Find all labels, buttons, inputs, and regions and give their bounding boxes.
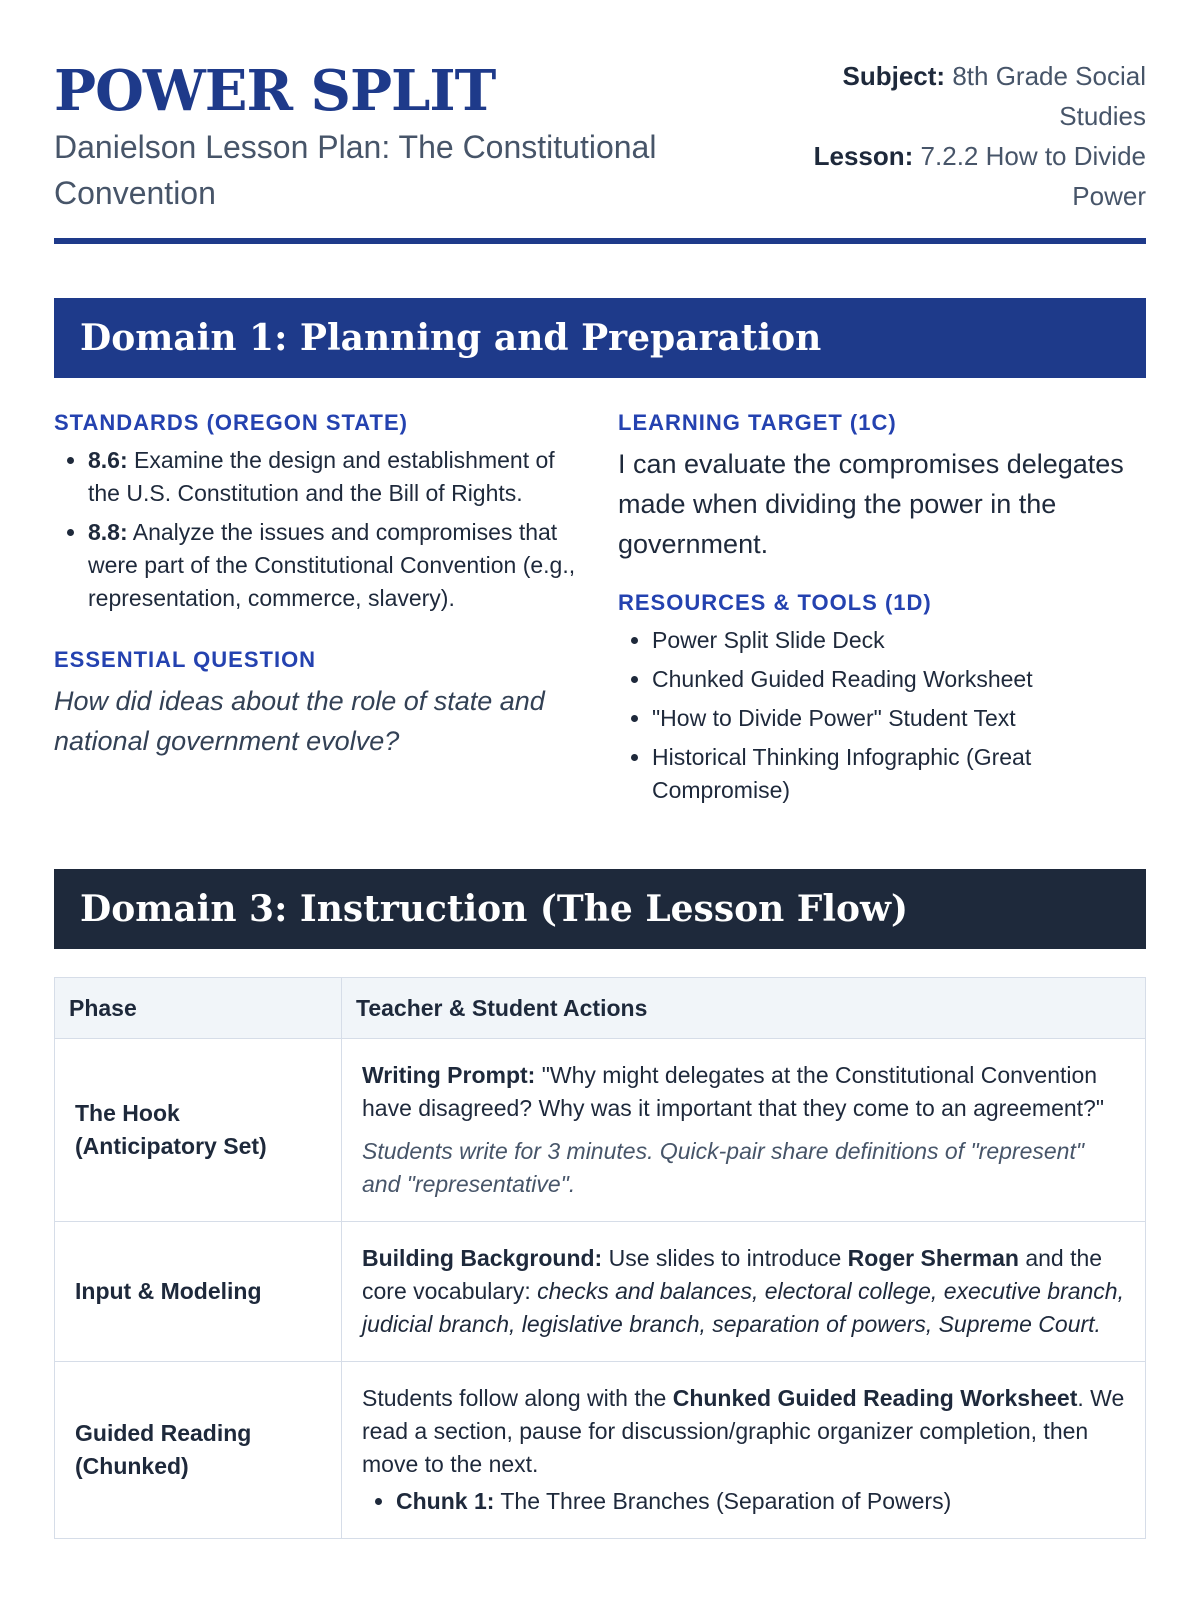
action-emphasis: Chunked Guided Reading Worksheet bbox=[672, 1385, 1078, 1411]
action-body: and the core vocabulary: bbox=[362, 1245, 1103, 1304]
standards-label: STANDARDS (OREGON STATE) bbox=[54, 410, 408, 435]
standard-code: 8.6: bbox=[88, 447, 128, 473]
subject-label: Subject: bbox=[842, 61, 946, 91]
vocabulary-terms: checks and balances, electoral college, executive branch, judicial branch, legislative branch, separation of powers, Supreme Court. bbox=[362, 1278, 1124, 1337]
action-cell bbox=[342, 1362, 1146, 1539]
action-body: "Why might delegates at the Constitutional Convention have disagreed? Why was it important that they come to an agreement?" bbox=[362, 1062, 1105, 1121]
standards-list bbox=[54, 444, 582, 615]
domain3-heading: Domain 3: Instruction (The Lesson Flow) bbox=[54, 869, 1146, 949]
essential-question-label: ESSENTIAL QUESTION bbox=[54, 647, 317, 672]
action-lead: Writing Prompt: bbox=[362, 1062, 536, 1088]
phase-cell: Guided Reading (Chunked) bbox=[55, 1362, 342, 1539]
learning-target-text: I can evaluate the compromises delegates made when dividing the power in the government. bbox=[618, 449, 1124, 559]
resource-item: • "How to Divide Power" Student Text bbox=[652, 702, 1146, 735]
lesson-meta bbox=[766, 56, 1146, 216]
column-header-phase: Phase bbox=[55, 978, 342, 1039]
standard-item bbox=[88, 444, 582, 510]
lesson-label: Lesson: bbox=[813, 141, 914, 171]
action-emphasis: Roger Sherman bbox=[847, 1245, 1019, 1271]
resources-list bbox=[618, 624, 1146, 807]
resources-label: RESOURCES & TOOLS (1D) bbox=[618, 590, 932, 615]
phase-cell: Input & Modeling bbox=[55, 1222, 342, 1362]
header-divider bbox=[54, 238, 1146, 244]
action-cell bbox=[342, 1039, 1146, 1222]
table-row bbox=[55, 1039, 1146, 1222]
standard-code: 8.8: bbox=[88, 519, 128, 545]
action-body: Students follow along with the bbox=[362, 1385, 673, 1411]
subject-line bbox=[766, 56, 1146, 136]
action-body: Use slides to introduce bbox=[602, 1245, 848, 1271]
action-lead: Building Background: bbox=[362, 1245, 603, 1271]
table-row bbox=[55, 1222, 1146, 1362]
action-note: Students write for 3 minutes. Quick-pair share definitions of "represent" and "representative". bbox=[362, 1138, 1084, 1197]
standard-text: Analyze the issues and compromises that were part of the Constitutional Convention (e.g., representation, commerce, slavery). bbox=[88, 519, 576, 611]
table-header-row bbox=[55, 978, 1146, 1039]
action-cell bbox=[342, 1222, 1146, 1362]
page-title: POWER SPLIT bbox=[54, 58, 496, 124]
chunk-label: Chunk 1: bbox=[396, 1488, 495, 1514]
domain1-heading: Domain 1: Planning and Preparation bbox=[54, 298, 1146, 378]
standard-item bbox=[88, 516, 582, 615]
column-header-actions: Teacher & Student Actions bbox=[342, 978, 1146, 1039]
essential-question-text: How did ideas about the role of state and national government evolve? bbox=[54, 686, 545, 756]
chunk-item bbox=[396, 1485, 1125, 1518]
domain1-left-column bbox=[54, 406, 582, 813]
learning-target-label: LEARNING TARGET (1C) bbox=[618, 410, 897, 435]
resource-item: • Chunked Guided Reading Worksheet bbox=[652, 663, 1146, 696]
standard-text: Examine the design and establishment of the U.S. Constitution and the Bill of Rights. bbox=[88, 447, 555, 506]
action-text bbox=[362, 1382, 1125, 1481]
header bbox=[54, 56, 1146, 244]
lesson-value: 7.2.2 How to Divide Power bbox=[920, 141, 1146, 211]
page-subtitle: Danielson Lesson Plan: The Constitutional Convention bbox=[54, 129, 657, 211]
resource-item: • Historical Thinking Infographic (Great Compromise) bbox=[652, 741, 1146, 807]
lesson-flow-table bbox=[54, 977, 1146, 1539]
domain1-right-column bbox=[618, 406, 1146, 813]
subject-value: 8th Grade Social Studies bbox=[952, 61, 1146, 131]
action-text bbox=[362, 1059, 1125, 1125]
chunk-text: The Three Branches (Separation of Powers) bbox=[494, 1488, 952, 1514]
lesson-line bbox=[766, 136, 1146, 216]
resource-item: • Power Split Slide Deck bbox=[652, 624, 1146, 657]
chunk-list bbox=[362, 1485, 1125, 1518]
domain1-content bbox=[54, 406, 1146, 813]
table-row bbox=[55, 1362, 1146, 1539]
action-body: . We read a section, pause for discussion/graphic organizer completion, then move to the next. bbox=[362, 1385, 1125, 1477]
phase-cell: The Hook (Anticipatory Set) bbox=[55, 1039, 342, 1222]
